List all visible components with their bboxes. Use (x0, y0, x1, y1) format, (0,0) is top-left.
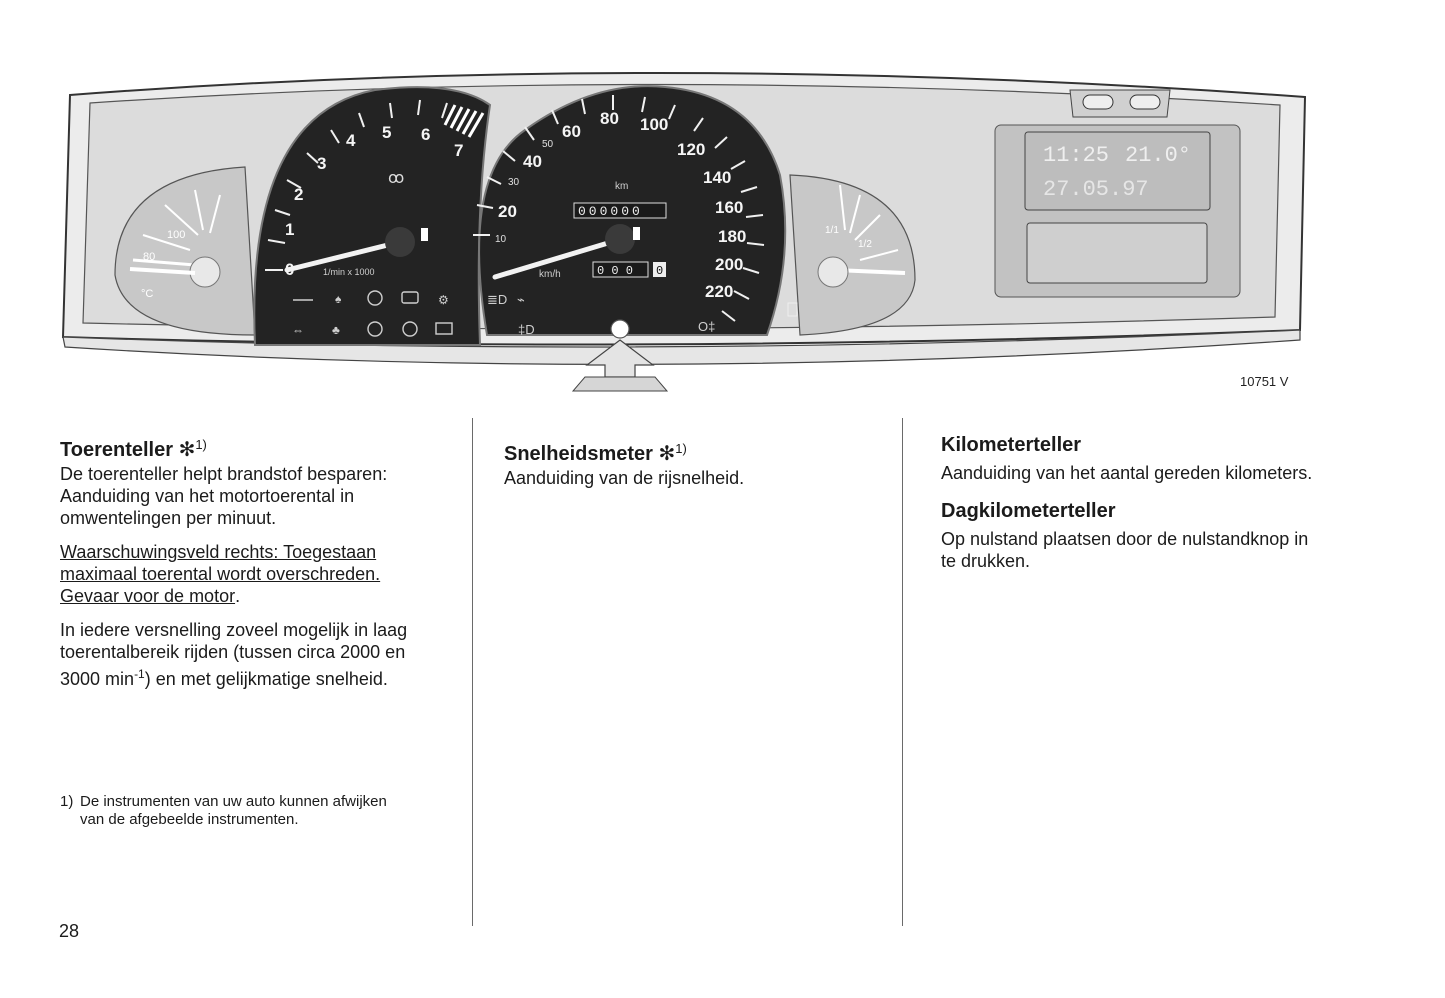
column-speedometer (504, 436, 874, 489)
snowflake-icon: ✻ (178, 439, 196, 461)
speed-label-120: 120 (677, 140, 706, 159)
tach-unit: 1/min x 1000 (323, 267, 375, 277)
warning-period: . (235, 586, 241, 606)
column-divider-1 (472, 418, 473, 926)
footnote-ref: 1) (195, 437, 207, 452)
warning-text: Waarschuwingsveld rechts: Toegestaan maximaal toerental wordt overschreden. Gevaar voor de motor (60, 542, 381, 606)
heading-dagkilometerteller: Dagkilometerteller (941, 500, 1116, 522)
figure-code: 10751 V (1240, 374, 1289, 389)
column-tachometer (60, 432, 440, 690)
gear-icon: ⚙ (438, 293, 449, 307)
speed-label-160: 160 (715, 198, 744, 217)
footnote (60, 793, 450, 829)
speed-label-60: 60 (562, 122, 581, 141)
speed-label-180: 180 (718, 227, 747, 246)
tach-label-1: 1 (285, 220, 295, 239)
display-buttons (1070, 90, 1170, 117)
heading-snelheidsmeter (504, 436, 874, 467)
trip-reset-knob[interactable] (611, 320, 629, 338)
page-number: 28 (59, 921, 80, 941)
speed-label-200: 200 (715, 255, 744, 274)
display-time: 11:25 (1043, 143, 1110, 168)
speed-label-100: 100 (640, 115, 669, 134)
trip-description: Op nulstand plaatsen door de nulstandknop in te drukken. (941, 529, 1309, 571)
lower-display (1027, 223, 1207, 283)
km-label: km (615, 181, 629, 192)
advice-text-b: ) en met gelijkmatige snelheid. (144, 669, 388, 689)
oil-can-icon: ⌁ (517, 292, 525, 307)
instrument-cluster-figure (55, 55, 1315, 400)
speed-label-220: 220 (705, 282, 734, 301)
heading-toerenteller (60, 432, 440, 463)
display-temperature: 21.0° (1125, 143, 1192, 168)
heading-text: Snelheidsmeter (504, 443, 653, 465)
advice-text-a: In iedere versnelling zoveel mogelijk in laag toerentalbereik rijden (tussen circa 2000 en 3000 min (60, 620, 408, 689)
trip-last-value: 0 (656, 264, 664, 278)
turn-signal-icon: ⇔ (292, 323, 304, 337)
speed-label-40: 40 (523, 152, 542, 171)
tach-label-3: 3 (317, 154, 327, 173)
tach-label-5: 5 (382, 123, 392, 142)
speedometer-description: Aanduiding van de rijsnelheid. (504, 468, 745, 488)
airbag-icon: ♣ (332, 323, 340, 337)
tach-label-2: 2 (294, 185, 304, 204)
footnote-line-1: De instrumenten van uw auto kunnen afwijken (80, 793, 387, 810)
odometer-value: 000000 (578, 204, 643, 219)
driving-advice (60, 619, 440, 690)
temp-label-80: 80 (143, 251, 156, 263)
tach-label-7: 7 (454, 141, 464, 160)
speed-label-140: 140 (703, 168, 732, 187)
footnote-mark: 1) (60, 793, 74, 810)
heading-text: Toerenteller (60, 439, 173, 461)
fog-light-icon: ‡D (518, 322, 535, 337)
clock-reset-button[interactable] (1130, 95, 1160, 109)
heading-kilometerteller: Kilometerteller (941, 434, 1082, 456)
tachometer-description: De toerenteller helpt brandstof besparen: Aanduiding van het motortoerental in omwentelingen per minuut. (60, 464, 388, 528)
trip-value: 0 0 0 (597, 264, 634, 278)
kmh-label: km/h (539, 269, 561, 280)
fuel-label-full: 1/1 (825, 225, 839, 236)
temp-label-100: 100 (167, 229, 186, 241)
display-date: 27.05.97 (1043, 177, 1149, 202)
speed-label-10: 10 (495, 234, 507, 245)
speed-label-50: 50 (542, 139, 554, 150)
advice-exponent: -1 (134, 667, 145, 681)
headlight-icon: ≣D (487, 292, 508, 307)
speed-label-20: 20 (498, 202, 517, 221)
tach-label-6: 6 (421, 125, 431, 144)
temp-label-unit: °C (141, 288, 154, 300)
speed-label-80: 80 (600, 109, 619, 128)
glow-plug-icon: ꝏ (388, 170, 405, 187)
speed-label-30: 30 (508, 177, 520, 188)
fuel-label-half: 1/2 (858, 239, 872, 250)
footnote-ref: 1) (675, 441, 687, 456)
column-odometer (941, 432, 1321, 572)
tach-label-4: 4 (346, 131, 356, 150)
warning-paragraph (60, 541, 440, 607)
odometer-description: Aanduiding van het aantal gereden kilometers. (941, 463, 1313, 483)
seatbelt-icon: ♠ (335, 292, 342, 306)
clock-set-button[interactable] (1083, 95, 1113, 109)
column-divider-2 (902, 418, 903, 926)
snowflake-icon: ✻ (658, 443, 676, 465)
footnote-line-2: van de afgebeelde instrumenten. (80, 811, 299, 828)
info-display (995, 125, 1240, 297)
rear-fog-light-icon: O‡ (698, 319, 716, 334)
